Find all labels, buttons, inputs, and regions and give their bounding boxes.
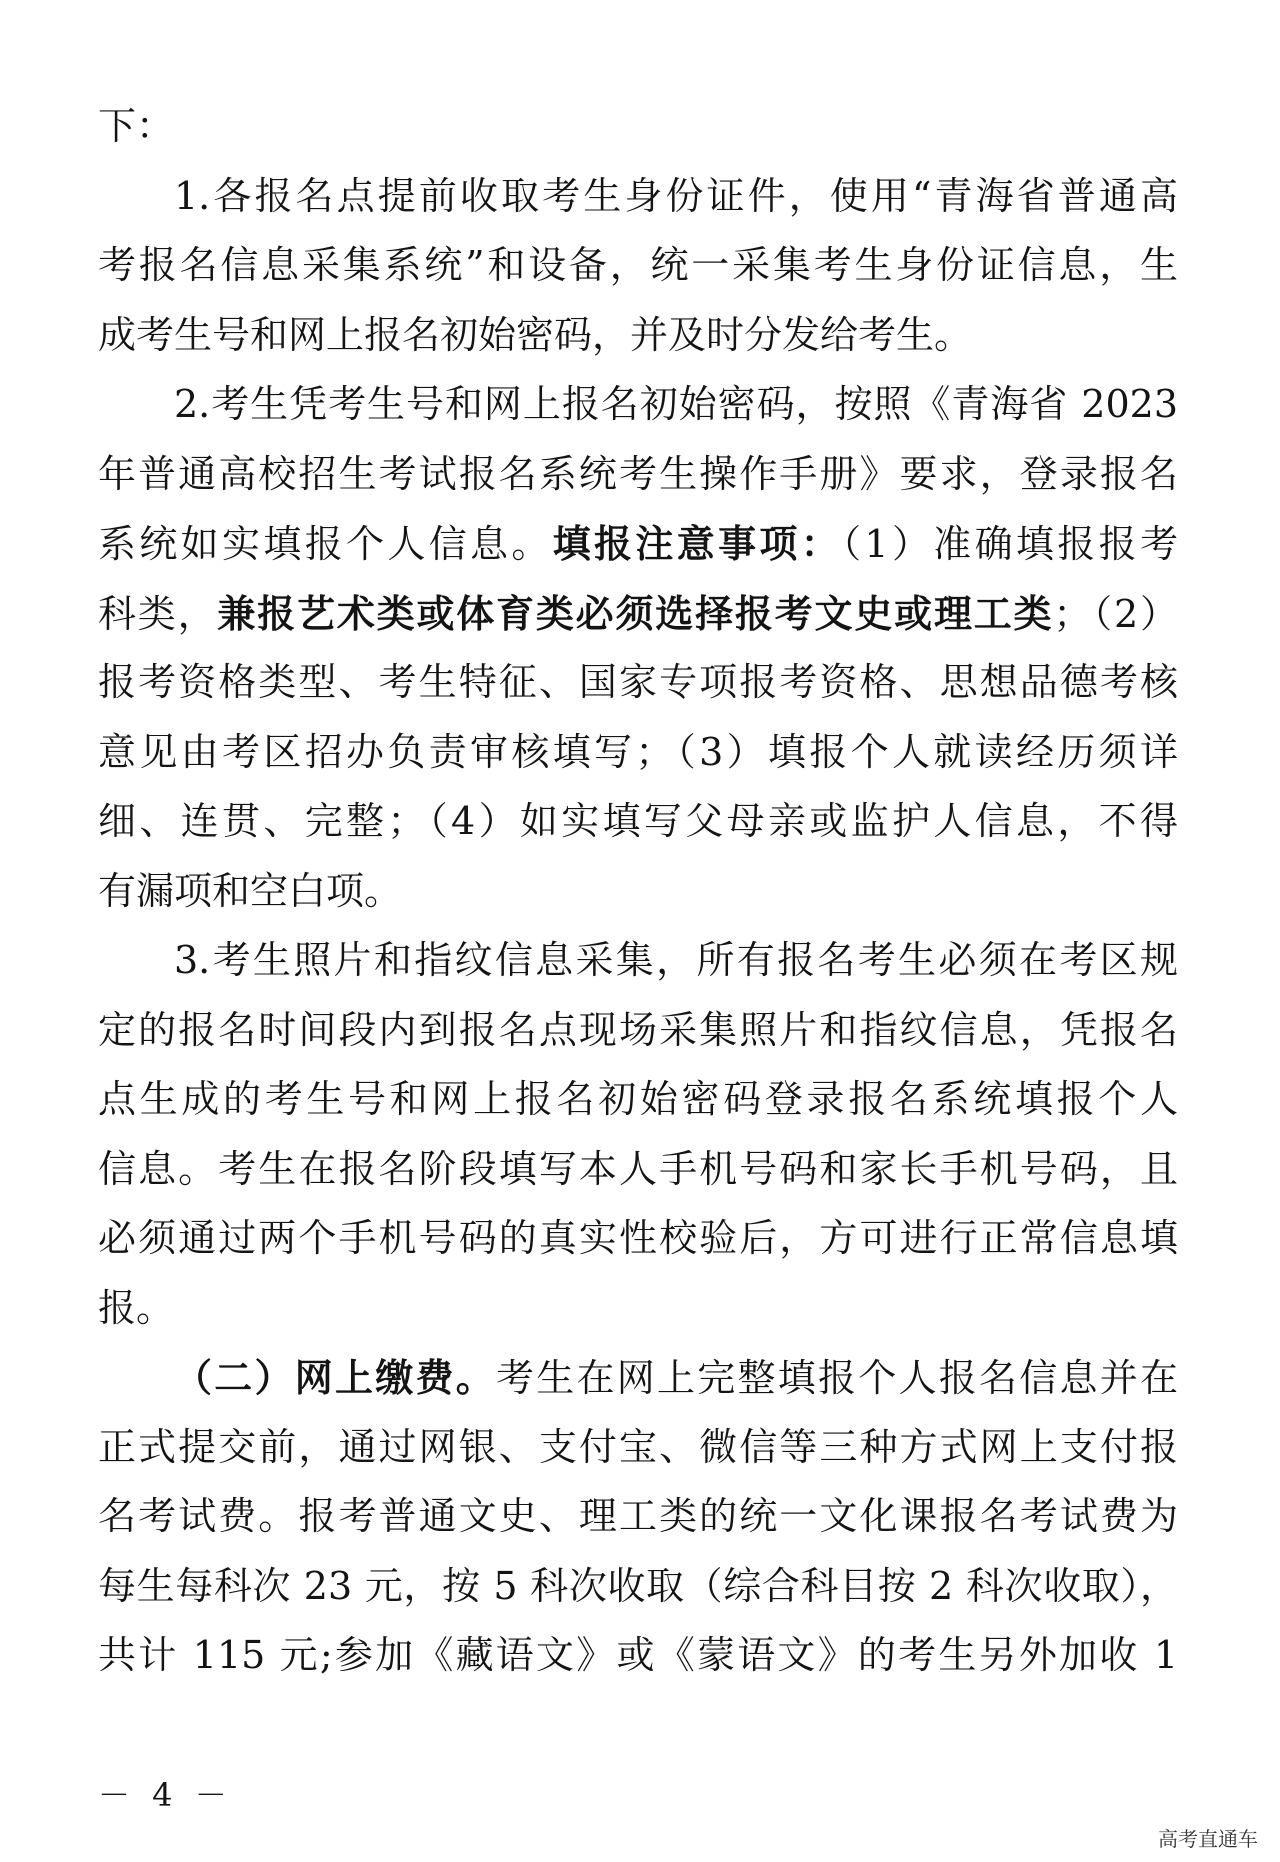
text-segment: 报。 — [98, 1285, 175, 1330]
text-segment: 2.考生凭考生号和网上报名初始密码，按照《青海省 2023 — [174, 382, 1178, 426]
text-segment: 细、连贯、完整；（4）如实填写父母亲或监护人信息，不得 — [98, 799, 1178, 843]
text-segment: 科类， — [98, 591, 218, 636]
text-line — [98, 1621, 1178, 1691]
text-segment: 1.各报名点提前收取考生身份证件，使用“青海省普通高 — [174, 173, 1178, 218]
text-segment: 定的报名时间段内到报名点现场采集照片和指纹信息，凭报名 — [98, 1007, 1178, 1052]
text-segment: 考报名信息采集系统”和设备，统一采集考生身份证信息，生 — [98, 243, 1178, 287]
text-line — [98, 648, 1178, 718]
document-body — [98, 92, 1178, 1691]
bold-text-segment: 兼报艺术类或体育类必须选择报考文史或理工类 — [217, 590, 1054, 636]
text-segment: 系统如实填报个人信息。 — [98, 522, 553, 566]
text-line — [98, 1204, 1178, 1274]
text-line — [98, 162, 1178, 232]
text-segment: 报考资格类型、考生特征、国家专项报考资格、思想品德考核 — [98, 660, 1178, 704]
text-line — [98, 509, 1178, 579]
text-line — [98, 857, 1178, 927]
text-segment: 信息。考生在报名阶段填写本人手机号码和家长手机号码，且 — [98, 1146, 1178, 1191]
text-line — [98, 996, 1178, 1066]
text-segment: ；（2） — [1053, 591, 1178, 636]
text-segment: （1）准确填报报考 — [842, 522, 1178, 566]
text-segment: 成考生号和网上报名初始密码，并及时分发给考生。 — [98, 312, 973, 357]
text-line — [98, 579, 1178, 649]
text-line — [98, 1343, 1178, 1413]
text-line — [98, 440, 1178, 510]
bold-text-segment: （二）网上缴费。 — [174, 1355, 496, 1400]
text-segment: 必须通过两个手机号码的真实性校验后，方可进行正常信息填 — [98, 1216, 1178, 1260]
text-segment: 点生成的考生号和网上报名初始密码登录报名系统填报个人 — [98, 1077, 1178, 1121]
text-line — [98, 926, 1178, 996]
text-segment: 下： — [98, 104, 175, 148]
bold-text-segment: 填报注意事项： — [552, 521, 843, 566]
page-number: － 4 － — [98, 1776, 233, 1814]
text-line — [98, 1274, 1178, 1344]
text-line — [98, 718, 1178, 788]
text-line — [98, 1135, 1178, 1205]
text-segment: 有漏项和空白项。 — [98, 868, 403, 913]
text-line — [98, 787, 1178, 857]
text-segment: 名考试费。报考普通文史、理工类的统一文化课报名考试费为 — [98, 1494, 1178, 1538]
text-line — [98, 1065, 1178, 1135]
text-line — [98, 231, 1178, 301]
text-line — [98, 1482, 1178, 1552]
text-segment: 年普通高校招生考试报名系统考生操作手册》要求，登录报名 — [98, 451, 1178, 496]
text-line — [98, 1413, 1178, 1483]
watermark: 高考直通车 — [1158, 1827, 1258, 1851]
text-segment: 意见由考区招办负责审核填写；（3）填报个人就读经历须详 — [98, 729, 1178, 774]
text-segment: 正式提交前，通过网银、支付宝、微信等三种方式网上支付报 — [98, 1424, 1178, 1469]
text-segment: 考生在网上完整填报个人报名信息并在 — [496, 1356, 1178, 1400]
text-line — [98, 92, 1178, 162]
text-line — [98, 1552, 1178, 1622]
text-segment: 每生每科次 23 元，按 5 科次收取（综合科目按 2 科次收取）， — [98, 1563, 1178, 1608]
text-segment: 共计 115 元;参加《藏语文》或《蒙语文》的考生另外加收 1 — [98, 1633, 1178, 1677]
text-segment: 3.考生照片和指纹信息采集，所有报名考生必须在考区规 — [174, 938, 1178, 982]
text-line — [98, 370, 1178, 440]
text-line — [98, 301, 1178, 371]
